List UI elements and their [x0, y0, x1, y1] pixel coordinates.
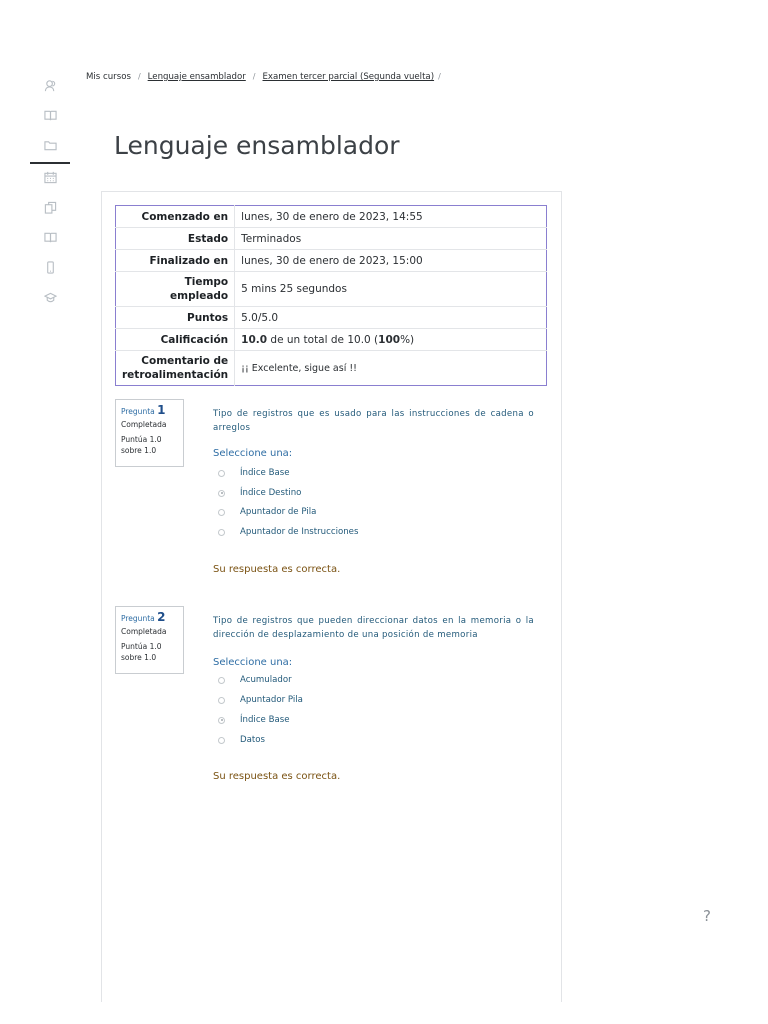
answer-prompt: Seleccione una: — [213, 448, 293, 459]
summary-value: lunes, 30 de enero de 2023, 14:55 — [235, 206, 547, 228]
summary-label: Calificación — [116, 329, 235, 351]
summary-label: Finalizado en — [116, 250, 235, 272]
question-number: 1 — [157, 403, 166, 417]
breadcrumb-separator: / — [438, 72, 441, 81]
question-grade: Puntúa 1.0 sobre 1.0 — [121, 642, 162, 662]
calendar-icon[interactable] — [30, 166, 70, 188]
summary-row-points — [116, 307, 547, 329]
radio-button[interactable] — [218, 677, 225, 684]
help-button[interactable]: ? — [703, 907, 711, 925]
book-icon[interactable] — [30, 226, 70, 248]
summary-value: ¡¡ Excelente, sigue así !! — [241, 362, 357, 374]
answer-option[interactable]: Apuntador de Instrucciones — [218, 525, 358, 539]
page-title: Lenguaje ensamblador — [114, 131, 400, 160]
question-info-box: Pregunta 1 Completada Puntúa 1.0 sobre 1.0 — [115, 399, 184, 467]
summary-value: 10.0 de un total de 10.0 (100%) — [235, 329, 547, 351]
summary-value: 5.0/5.0 — [235, 307, 547, 329]
summary-row-started — [116, 206, 547, 228]
breadcrumb — [86, 72, 448, 82]
answer-option[interactable]: Acumulador — [218, 673, 292, 687]
answer-option[interactable]: Datos — [218, 733, 265, 747]
answer-feedback: Su respuesta es correcta. — [213, 771, 341, 782]
question-grade: Puntúa 1.0 sobre 1.0 — [121, 435, 162, 455]
answer-option[interactable]: Índice Destino — [218, 486, 301, 500]
answer-feedback: Su respuesta es correcta. — [213, 564, 341, 575]
participants-icon[interactable] — [30, 74, 70, 96]
radio-button-selected[interactable] — [218, 490, 225, 497]
breadcrumb-exam-link[interactable]: Examen tercer parcial (Segunda vuelta) — [262, 72, 435, 82]
summary-label: Estado — [116, 228, 235, 250]
folder-icon[interactable] — [30, 134, 70, 156]
question-state: Completada — [121, 420, 167, 429]
answer-prompt: Seleccione una: — [213, 657, 293, 668]
radio-button[interactable] — [218, 529, 225, 536]
breadcrumb-separator: / — [252, 72, 256, 81]
question-text: Tipo de registros que es usado para las instrucciones de cadena o arreglos — [213, 409, 534, 433]
summary-label: Tiempo empleado — [116, 272, 235, 307]
answer-option[interactable]: Apuntador de Pila — [218, 505, 316, 519]
summary-row-time — [116, 272, 547, 307]
graduation-cap-icon[interactable] — [30, 286, 70, 308]
book-icon[interactable] — [30, 104, 70, 126]
summary-value: Terminados — [235, 228, 547, 250]
summary-label: Comenzado en — [116, 206, 235, 228]
summary-label: Puntos — [116, 307, 235, 329]
radio-button[interactable] — [218, 470, 225, 477]
active-rail-indicator — [30, 162, 70, 164]
mobile-icon[interactable] — [30, 256, 70, 278]
question-state: Completada — [121, 627, 167, 636]
summary-row-grade — [116, 329, 547, 351]
summary-row-finished — [116, 250, 547, 272]
summary-value: lunes, 30 de enero de 2023, 15:00 — [235, 250, 547, 272]
radio-button[interactable] — [218, 509, 225, 516]
radio-button[interactable] — [218, 737, 225, 744]
breadcrumb-my-courses[interactable]: Mis cursos — [86, 72, 131, 82]
question-info-box: Pregunta 2 Completada Puntúa 1.0 sobre 1.0 — [115, 606, 184, 674]
answer-option[interactable]: Índice Base — [218, 466, 290, 480]
breadcrumb-course-link[interactable]: Lenguaje ensamblador — [147, 72, 246, 82]
summary-label: Comentario de retroalimentación — [116, 351, 235, 386]
question-number: 2 — [157, 610, 166, 624]
question-text: Tipo de registros que pueden direccionar datos en la memoria o la dirección de desplazamiento de una posición de memoria — [213, 616, 534, 640]
attempt-summary-table — [115, 205, 547, 386]
summary-row-feedback — [116, 351, 547, 386]
answer-option[interactable]: Apuntador Pila — [218, 693, 303, 707]
summary-row-state — [116, 228, 547, 250]
radio-button-selected[interactable] — [218, 717, 225, 724]
answer-option[interactable]: Índice Base — [218, 713, 290, 727]
copy-icon[interactable] — [30, 196, 70, 218]
summary-value: 5 mins 25 segundos — [235, 272, 547, 307]
radio-button[interactable] — [218, 697, 225, 704]
breadcrumb-separator: / — [137, 72, 141, 81]
